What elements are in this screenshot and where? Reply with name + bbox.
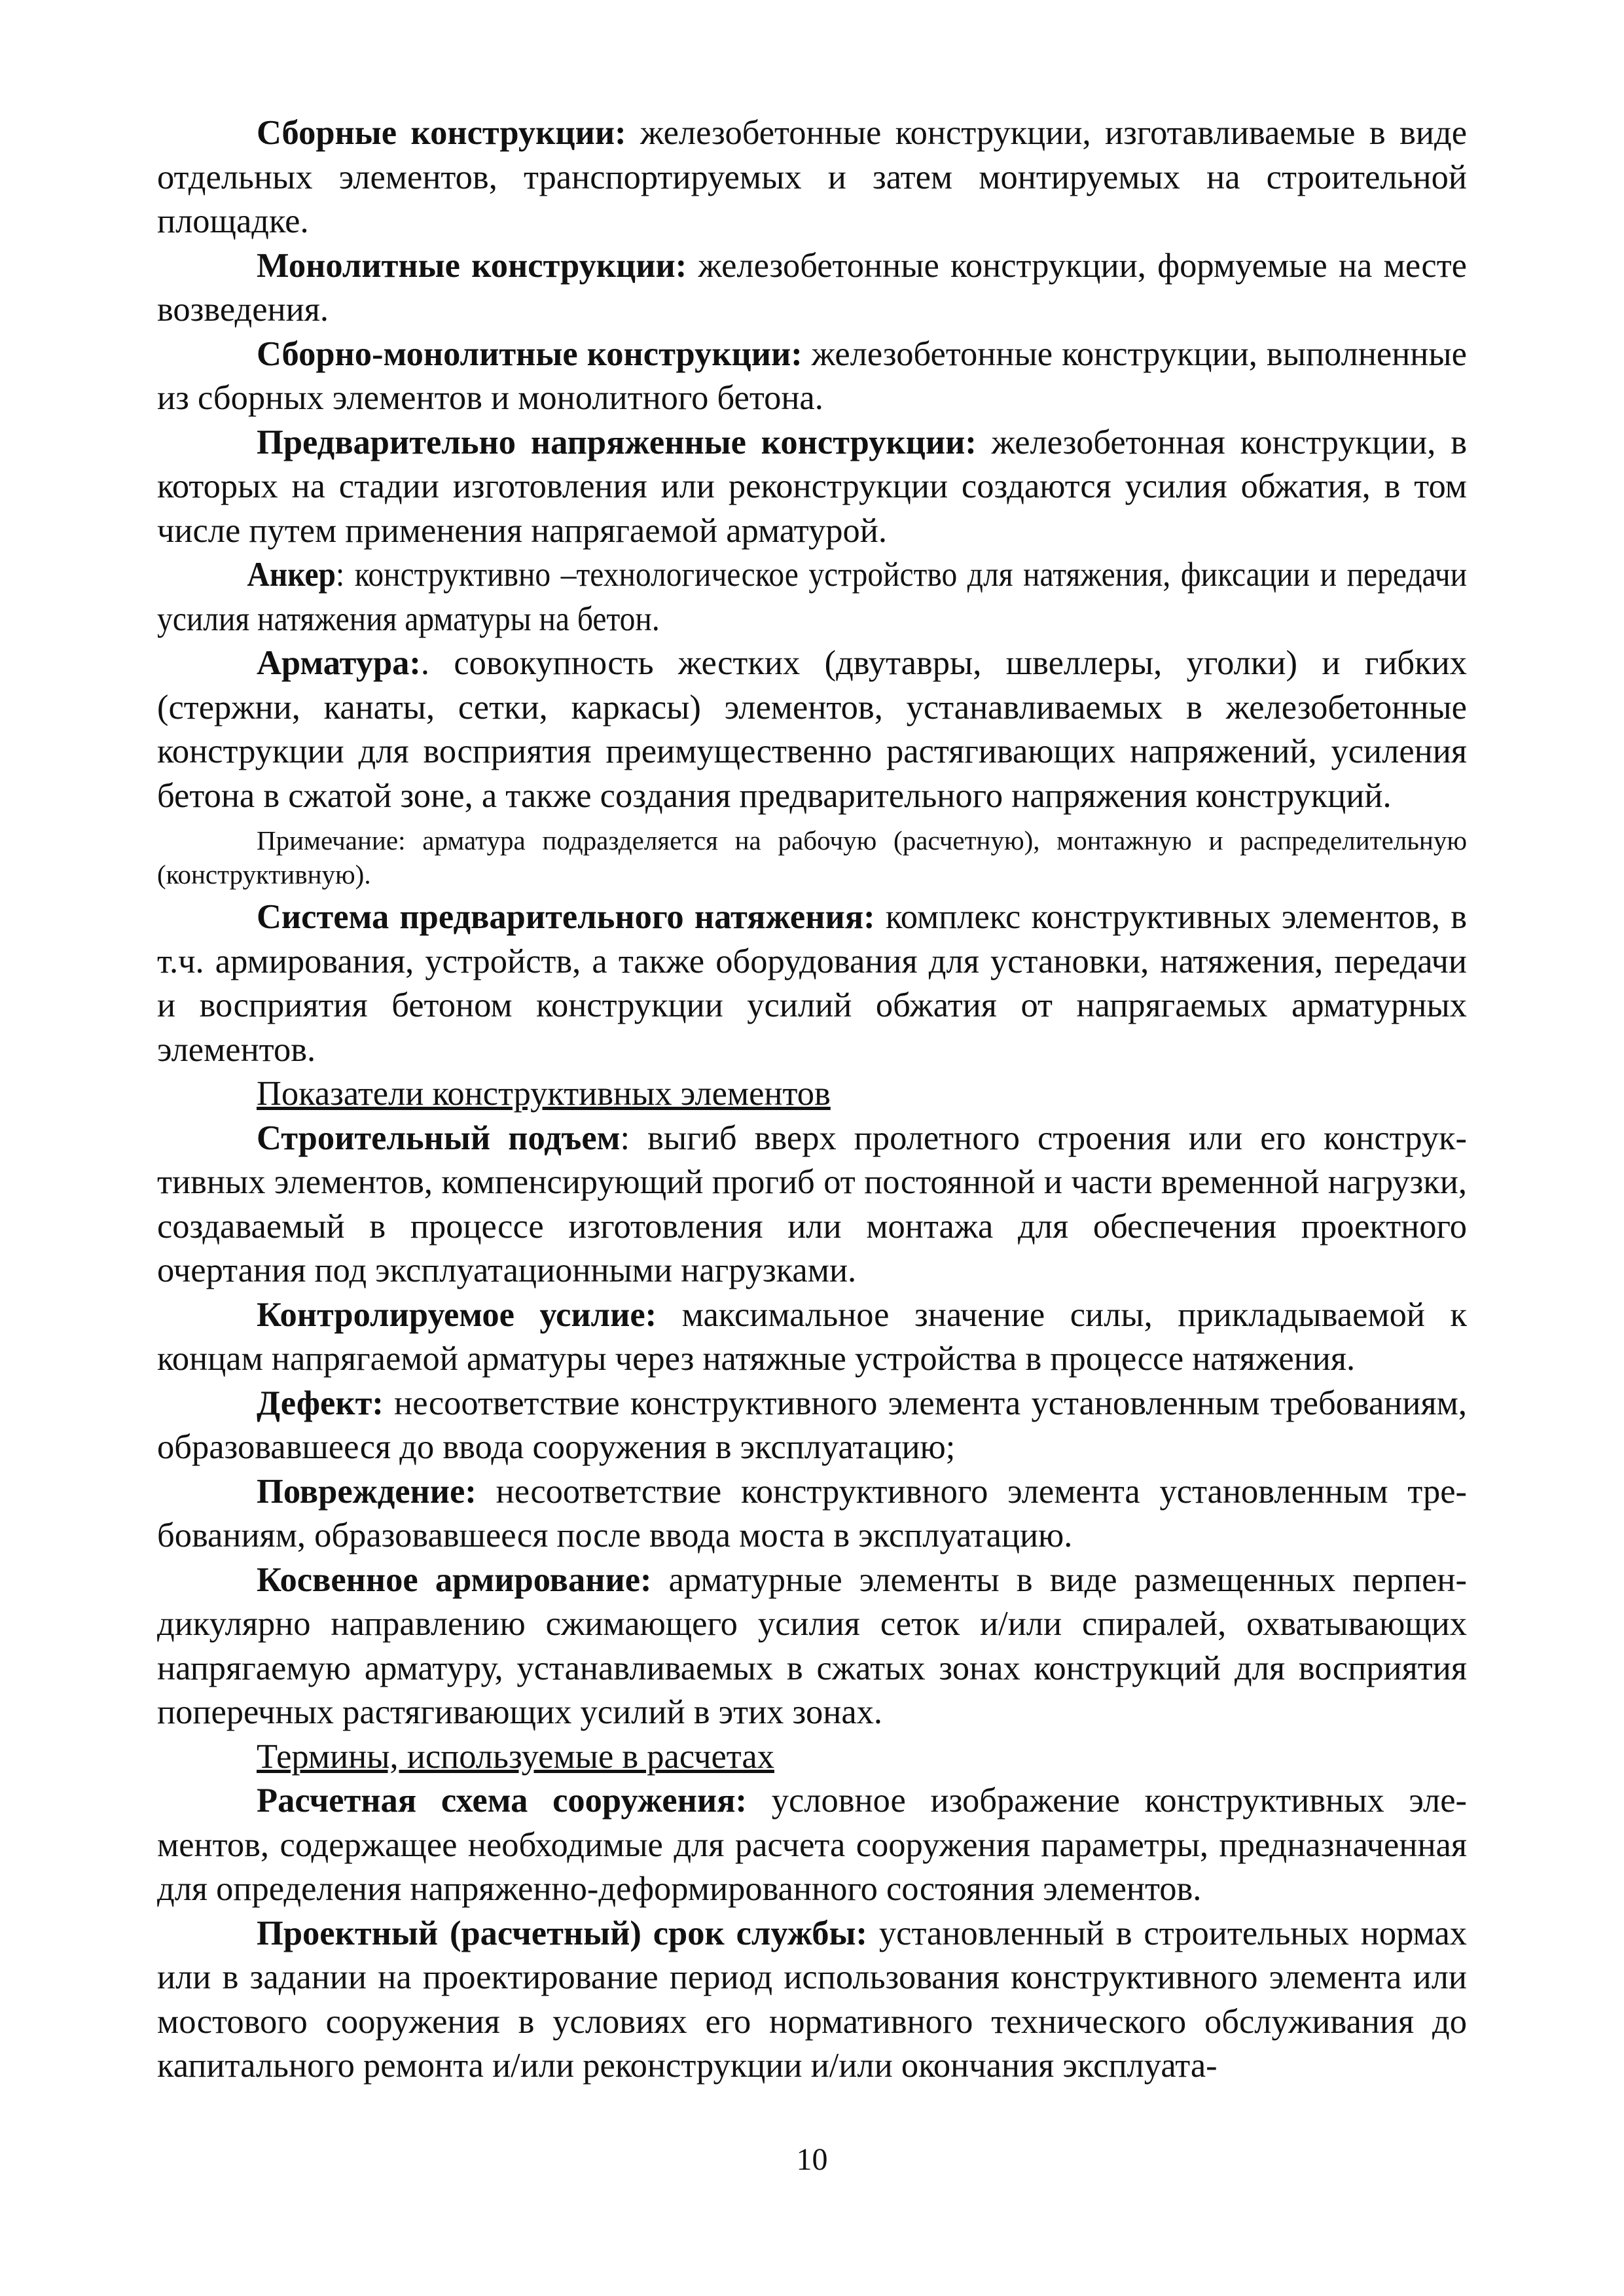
definition-prestressing-system	[157, 895, 1467, 1072]
note-text: Примечание: арматура подразделяется на рабочую (расчетную), монтажную и распределительную (конструктивную).	[157, 825, 1467, 889]
page-number: 10	[796, 2142, 828, 2177]
definition-design-scheme	[157, 1779, 1467, 1912]
term-label: Расчетная схема сооружения:	[257, 1782, 747, 1820]
definition-text: . совокупность жестких (двутавры, швеллеры, уголки) и гибких (стержни, канаты, сетки, каркасы) элементов, устанавливаемых в железобетонные конструкции для восприятия преимущественно растягивающих напряжений, усиления бетона в сжатой зоне, а также создания предварительного напряжения конструкций.	[157, 644, 1467, 815]
term-label: Проектный (расчетный) срок службы:	[257, 1914, 868, 1952]
definition-text: : конструктивно –технологическое устройство для натяжения, фиксации и передачи усилия натяжения арматуры на бетон.	[157, 556, 1468, 638]
definition-text: железобетонные конструкции, изготавливаемые в виде отдельных элементов, транспортируемых и затем монтируемых на строительной площадке.	[157, 114, 1467, 240]
definition-anchor	[157, 553, 1467, 641]
term-label: Арматура:	[257, 644, 421, 682]
definition-prefabricated	[157, 111, 1467, 244]
definition-text: несоответствие конструктивного элемента установленным требованиям, образовавшееся после ввода моста в эксплуатацию.	[157, 1472, 1467, 1554]
definition-prestressed	[157, 421, 1467, 554]
term-label: Монолитные конструкции:	[257, 246, 687, 285]
term-label: Строительный подъем	[257, 1119, 621, 1157]
definition-precast-monolithic	[157, 332, 1467, 421]
term-label: Контролируемое усилие:	[257, 1295, 657, 1334]
term-label: Повреждение:	[257, 1472, 477, 1511]
section-heading-indicators: Показатели конструктивных элементов	[257, 1075, 831, 1113]
definition-service-life	[157, 1912, 1467, 2089]
definition-text: несоответствие конструктивного элемента установленным требованиям, образовавшееся до ввода сооружения в эксплуатацию;	[157, 1384, 1467, 1466]
definition-text: арматурные элементы в виде размещенных перпендикулярно направлению сжимающего усилия сеток и/или спиралей, охватывающих напрягаемую арматуру, устанавливаемых в сжатых зонах конструкций для восприятия поперечных растягивающих усилий в этих зонах.	[157, 1560, 1467, 1731]
term-label: Сборные конструкции:	[257, 114, 626, 152]
definition-controlled-force	[157, 1293, 1467, 1382]
term-label: Дефект:	[257, 1384, 384, 1422]
definition-text: условное изображение конструктивных элементов, содержащее необходимые для расчета сооружения параметры, предназначенная для определения напряженно-деформированного состояния элементов.	[157, 1782, 1467, 1908]
note-reinforcement	[157, 823, 1467, 891]
definition-text: железобетонные конструкции, формуемые на месте возведения.	[157, 246, 1467, 329]
definition-anchor-wrap	[157, 553, 1467, 641]
definition-indirect-reinforcement	[157, 1558, 1467, 1735]
definition-text: комплекс конструктивных элементов, в т.ч. армирования, устройств, а также оборудования для установки, натяжения, передачи и восприятия бетоном конструкции усилий обжатия от напрягаемых арматурных элементов.	[157, 898, 1467, 1069]
section-heading-calculation-terms: Термины, используемые в расчетах	[257, 1737, 774, 1776]
definition-text: максимальное значение силы, прикладываемой к концам напрягаемой арматуры через натяжные устройства в процессе натяжения.	[157, 1295, 1467, 1378]
term-label: Анкер	[247, 556, 336, 594]
definition-defect	[157, 1382, 1467, 1470]
definition-text: железобетонные конструкции, выполненные из сборных элементов и монолитного бетона.	[157, 334, 1467, 417]
definition-monolithic	[157, 244, 1467, 332]
definition-reinforcement	[157, 641, 1467, 818]
definition-text: установленный в строительных нормах или в задании на проектирование период использования конструктивного элемента или мостового сооружения в условиях его нормативного технического обслуживания до капитального ремонта и/или реконструкции и/или окончания эксплуата-	[157, 1914, 1468, 2085]
definition-text: : выгиб вверх пролетного строения или его конструктивных элементов, компенсирующий прогиб от постоянной и части временной нагрузки, создаваемый в процессе изготовления или монтажа для обеспечения проектного очертания под эксплуатационными нагрузками.	[157, 1119, 1468, 1289]
document-page	[157, 111, 1467, 2089]
term-label: Косвенное армирование:	[257, 1560, 652, 1599]
definition-text: железобетонная конструкции, в которых на стадии изготовления или реконструкции создаются усилия обжатия, в том числе путем применения напрягаемой арматурой.	[157, 423, 1467, 550]
term-label: Система предварительного натяжения:	[257, 898, 875, 936]
definition-damage	[157, 1470, 1467, 1558]
definition-camber	[157, 1117, 1467, 1293]
term-label: Предварительно напряженные конструкции:	[257, 423, 977, 461]
term-label: Сборно-монолитные конструкции:	[257, 334, 803, 373]
